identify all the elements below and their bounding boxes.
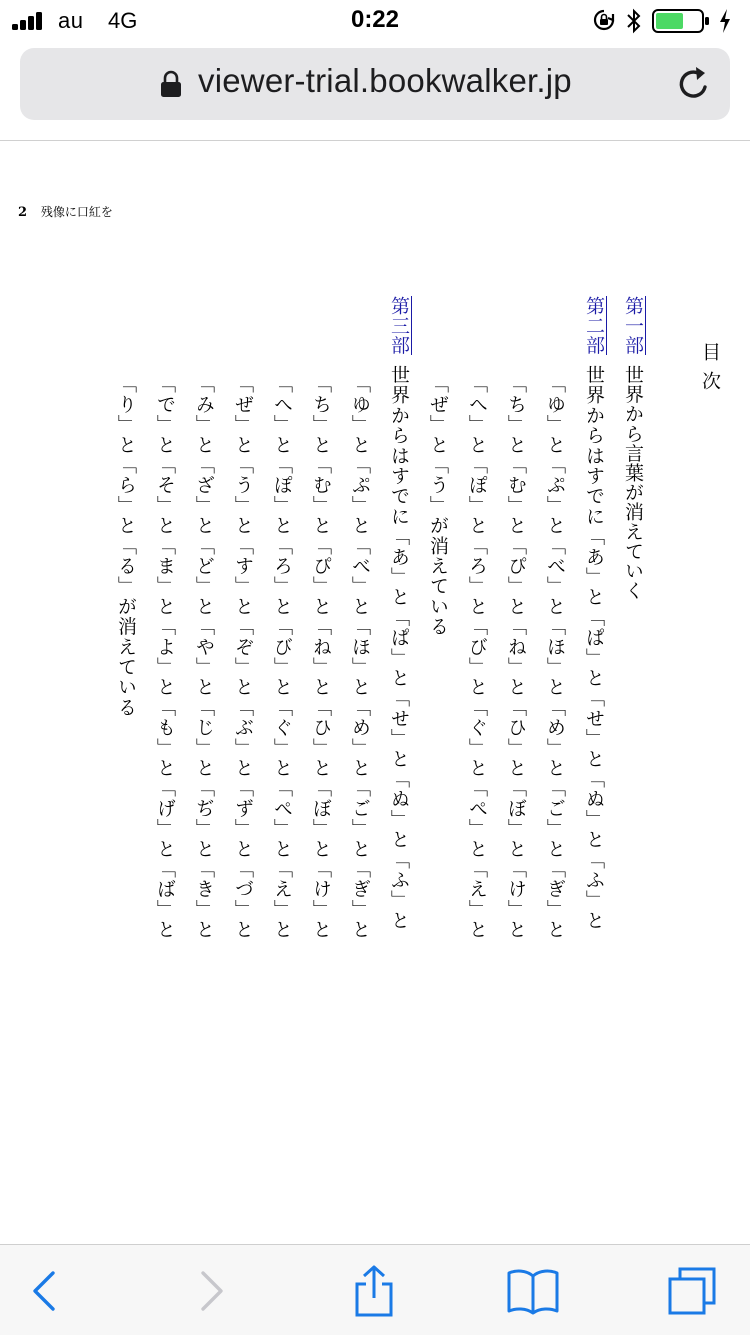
book-icon: [506, 1267, 560, 1315]
toc-column: 「ち」と「む」と「ぴ」と「ね」と「ひ」と「ぼ」と「け」と: [310, 374, 332, 940]
status-time: 0:22: [350, 6, 400, 33]
reload-icon[interactable]: [674, 64, 714, 104]
part-link[interactable]: 第二部: [583, 296, 605, 355]
header-divider: [0, 140, 750, 141]
toc-column: 「り」と「ら」と「る」が消えている: [115, 374, 137, 718]
toc-column: 「で」と「そ」と「ま」と「よ」と「も」と「げ」と「ば」と: [154, 374, 176, 940]
toc-column: 「へ」と「ぽ」と「ろ」と「び」と「ぐ」と「ぺ」と「え」と: [466, 374, 488, 940]
toc-title: 目次: [699, 342, 721, 400]
page-number: 2: [18, 205, 28, 220]
toc-column: 「ち」と「む」と「ぴ」と「ね」と「ひ」と「ぼ」と「け」と: [505, 374, 527, 940]
address-bar[interactable]: [20, 48, 730, 120]
part-link[interactable]: 第一部: [622, 296, 644, 355]
chevron-right-icon: [197, 1269, 227, 1313]
toc-column: 「ゆ」と「ぷ」と「べ」と「ほ」と「め」と「ご」と「ぎ」と: [349, 374, 371, 940]
toc-line: 世界からはすでに「あ」と「ぱ」と「せ」と「ぬ」と「ふ」と: [583, 364, 605, 931]
bottom-toolbar: [0, 1244, 750, 1335]
tabs-button[interactable]: [662, 1263, 722, 1319]
charging-bolt-icon: [718, 8, 732, 34]
battery-icon: [652, 8, 712, 34]
page-header: [18, 203, 113, 220]
tabs-icon: [667, 1266, 717, 1316]
orientation-lock-icon: [592, 8, 616, 32]
toc-column: 「ぜ」と「う」と「す」と「ぞ」と「ぶ」と「ず」と「づ」と: [232, 374, 254, 940]
toc-line: 世界からはすでに「あ」と「ぱ」と「せ」と「ぬ」と「ふ」と: [388, 364, 410, 931]
bookmarks-button[interactable]: [503, 1263, 563, 1319]
book-title: 残像に口紅を: [40, 205, 113, 219]
forward-button[interactable]: [182, 1263, 242, 1319]
status-bar: [0, 0, 750, 40]
url-text[interactable]: viewer-trial.bookwalker.jp: [198, 62, 572, 99]
share-icon: [352, 1264, 396, 1318]
part-link[interactable]: 第三部: [388, 296, 410, 355]
chevron-left-icon: [29, 1269, 59, 1313]
back-button[interactable]: [14, 1263, 74, 1319]
bluetooth-icon: [626, 8, 642, 34]
carrier-name: au: [58, 8, 84, 33]
share-button[interactable]: [344, 1263, 404, 1319]
toc-column: [579, 296, 609, 930]
status-icons: [592, 6, 742, 34]
toc-line: 世界から言葉が消えていく: [622, 364, 644, 601]
toc-column: 「み」と「ざ」と「ど」と「や」と「じ」と「ぢ」と「き」と: [193, 374, 215, 940]
toc-column: [384, 296, 414, 930]
toc-column: 「ゆ」と「ぷ」と「べ」と「ほ」と「め」と「ご」と「ぎ」と: [544, 374, 566, 940]
network-type: 4G: [108, 8, 138, 33]
toc-column: 「へ」と「ぽ」と「ろ」と「び」と「ぐ」と「ぺ」と「え」と: [271, 374, 293, 940]
toc-column: 「ぜ」と「う」が消えている: [427, 374, 449, 637]
lock-icon: [160, 70, 182, 98]
toc-column: [618, 296, 648, 600]
